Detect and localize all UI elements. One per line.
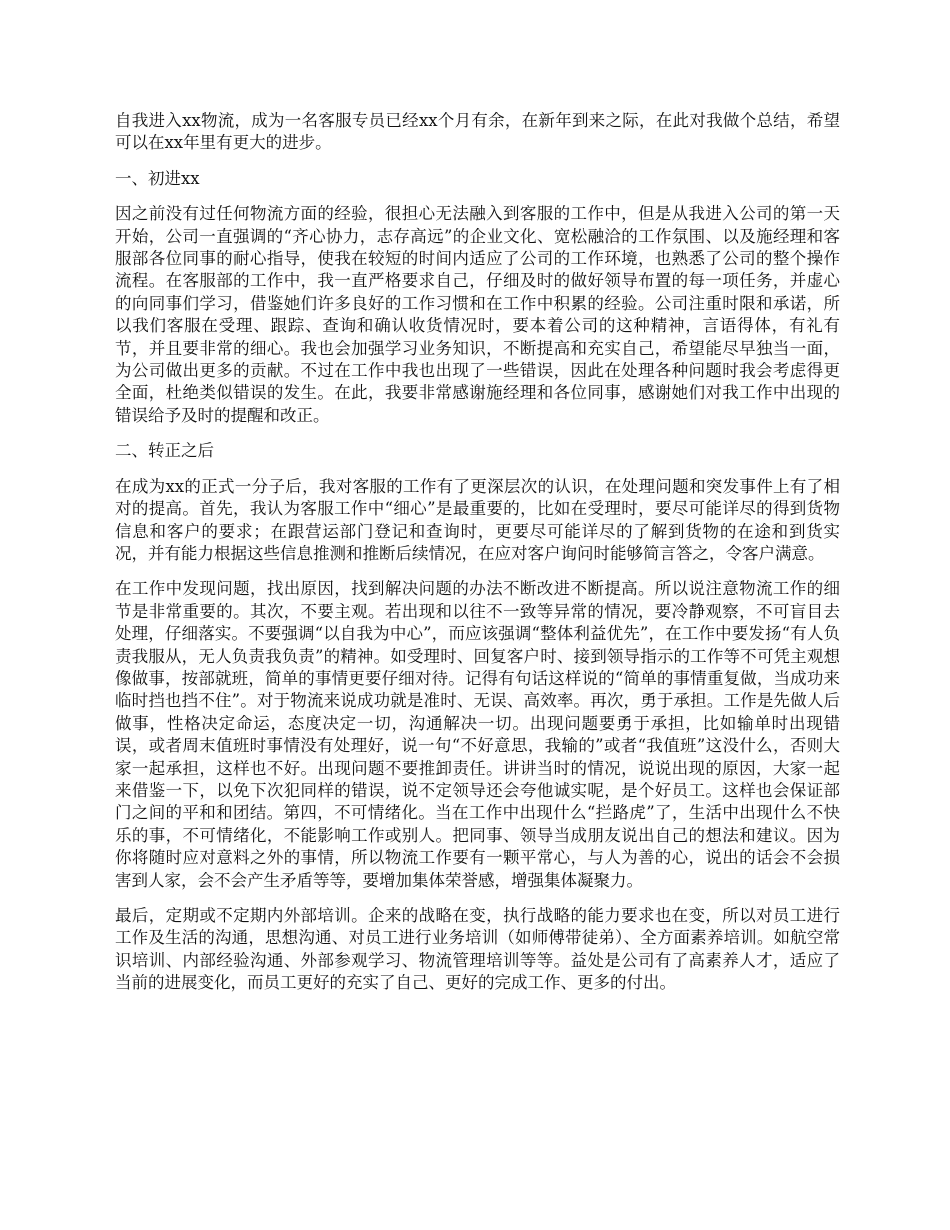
section-heading-after-regularization: 二、转正之后 <box>115 441 214 461</box>
document-body <box>115 110 840 1008</box>
section2-paragraph-2: 在工作中发现问题，找出原因，找到解决问题的办法不断改进不断提高。所以说注意物流工作的细节是非常重要的。其次，不要主观。若出现和以往不一致等异常的情况，要冷静观察，不可盲目去处理，仔细落实。不要强调“以自我为中心”，而应该强调“整体利益优先”，在工作中要发扬“有人负责我服从，无人负责我负责”的精神。如受理时、回复客户时、接到领导指示的工作等不可凭主观想像做事，按部就班，简单的事情更要仔细对待。记得有句话这样说的“简单的事情重复做，当成功来临时挡也挡不住”。对于物流来说成功就是准时、无误、高效率。再次，勇于承担。工作是先做人后做事，性格决定命运，态度决定一切，沟通解决一切。出现问题要勇于承担，比如输单时出现错误，或者周末值班时事情没有处理好，说一句“不好意思，我输的”或者“我值班”这没什么，否则大家一起承担，这样也不好。出现问题不要推卸责任。讲讲当时的情况，说说出现的原因，大家一起来借鉴一下，以免下次犯同样的错误，说不定领导还会夸他诚实呢，是个好员工。这样也会保证部门之间的平和和团结。第四，不可情绪化。当在工作中出现什么“拦路虎”了，生活中出现什么不快乐的事，不可情绪化，不能影响工作或别人。把同事、领导当成朋友说出自己的想法和建议。因为你将随时应对意料之外的事情，所以物流工作要有一颗平常心，与人为善的心，说出的话会不会损害到人家，会不会产生矛盾等等，要增加集体荣誉感，增强集体凝聚力。 <box>115 579 840 890</box>
section2-paragraph-3: 最后，定期或不定期内外部培训。企来的战略在变，执行战略的能力要求也在变，所以对员工进行工作及生活的沟通，思想沟通、对员工进行业务培训（如师傅带徒弟）、全方面素养培训。如航空常识培训、内部经验沟通、外部参观学习、物流管理培训等等。益处是公司有了高素养人才，适应了当前的进展变化，而员工更好的充实了自己、更好的完成工作、更多的付出。 <box>115 906 840 993</box>
section1-paragraph: 因之前没有过任何物流方面的经验，很担心无法融入到客服的工作中，但是从我进入公司的第一天开始，公司一直强调的“齐心协力，志存高远”的企业文化、宽松融洽的工作氛围、以及施经理和客服部各位同事的耐心指导，使我在较短的时间内适应了公司的工作环境，也熟悉了公司的整个操作流程。在客服部的工作中，我一直严格要求自己，仔细及时的做好领导布置的每一项任务，并虚心的向同事们学习，借鉴她们许多良好的工作习惯和在工作中积累的经验。公司注重时限和承诺，所以我们客服在受理、跟踪、查询和确认收货情况时，要本着公司的这种精神，言语得体，有礼有节，并且要非常的细心。我也会加强学习业务知识，不断提高和充实自己，希望能尽早独当一面，为公司做出更多的贡献。不过在工作中我也出现了一些错误，因此在处理各种问题时我会考虑得更全面，杜绝类似错误的发生。在此，我要非常感谢施经理和各位同事，感谢她们对我工作中出现的错误给予及时的提醒和改正。 <box>115 204 840 425</box>
intro-paragraph: 自我进入xx物流，成为一名客服专员已经xx个月有余，在新年到来之际，在此对我做个总结，希望可以在xx年里有更大的进步。 <box>115 111 840 153</box>
section-heading-first-entry: 一、初进xx <box>115 168 200 188</box>
section2-paragraph-1: 在成为xx的正式一分子后，我对客服的工作有了更深层次的认识，在处理问题和突发事件上有了相对的提高。首先，我认为客服工作中“细心”是最重要的，比如在受理时，要尽可能详尽的得到货物信息和客户的要求；在跟营运部门登记和查询时，更要尽可能详尽的了解到货物的在途和到货实况，并有能力根据这些信息推测和推断后续情况，在应对客户询问时能够简言答之，令客户满意。 <box>115 476 840 563</box>
